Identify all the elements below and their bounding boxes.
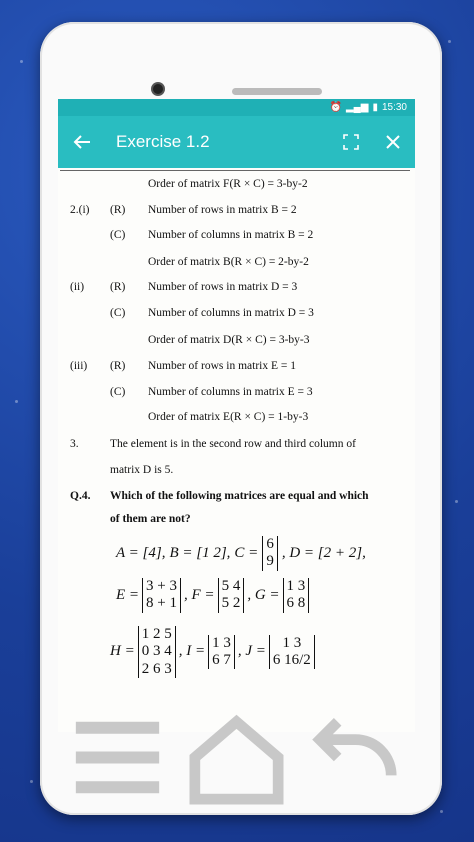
matrix-i: 1 3 6 7 [208,635,235,670]
matrix-g-label: , G = [247,586,280,603]
matrix-c-label: C = [234,544,259,561]
doc-line-tag: (C) [110,307,126,319]
menu-icon[interactable] [58,698,177,817]
equation-row-3 [110,626,315,678]
divider-line [60,170,410,171]
doc-line-tag: (R) [110,360,126,372]
matrix-j: 1 3 6 16/2 [269,635,315,670]
doc-line: of them are not? [110,513,191,525]
matrix-a: A = [4], [116,544,166,561]
app-bar [58,116,415,168]
matrix-f: 5 4 5 2 [218,578,245,613]
document-page [58,168,415,732]
doc-line-number: (ii) [70,281,85,293]
doc-line-number: 3. [70,438,79,450]
doc-line: Number of columns in matrix E = 3 [148,386,313,398]
doc-line: Order of matrix E(R × C) = 1-by-3 [148,411,309,423]
doc-line: matrix D is 5. [110,464,174,476]
doc-line: Number of columns in matrix D = 3 [148,307,314,319]
doc-line: Order of matrix D(R × C) = 3-by-3 [148,334,310,346]
equation-row-1 [116,536,366,571]
doc-line-number: (iii) [70,360,88,372]
back-nav-icon[interactable] [296,698,415,817]
doc-line: Order of matrix B(R × C) = 2-by-2 [148,256,309,268]
screen [58,99,415,732]
doc-line-tag: (C) [110,229,126,241]
doc-line: Order of matrix F(R × C) = 3-by-2 [148,178,308,190]
doc-line: Number of columns in matrix B = 2 [148,229,314,241]
matrix-b: B = [1 2], [169,544,231,561]
signal-icon: ▂▄▆ [345,102,369,113]
alarm-icon: ⏰ [329,102,342,113]
matrix-h: 1 2 5 0 3 4 2 6 3 [138,626,176,678]
doc-line: Number of rows in matrix D = 3 [148,281,298,293]
battery-icon: ▮ [372,102,378,113]
page-title: Exercise 1.2 [116,132,210,151]
matrix-h-label: H = [110,643,135,660]
doc-line-tag: (C) [110,386,126,398]
matrix-i-label: , I = [178,643,206,660]
doc-line: Which of the following matrices are equal and which [110,490,369,502]
doc-line-tag: (R) [110,204,126,216]
navigation-bar [58,735,415,779]
fullscreen-icon[interactable] [341,132,361,152]
doc-line-tag: (R) [110,281,126,293]
status-bar [58,99,415,116]
matrix-d: , D = [2 + 2], [281,544,366,561]
doc-line: The element is in the second row and third column of [110,438,356,450]
matrix-e-label: E = [116,586,140,603]
doc-line-number: 2.(i) [70,204,90,216]
matrix-f-label: , F = [184,586,215,603]
equation-row-2 [116,578,309,613]
close-icon[interactable] [385,134,401,150]
home-icon[interactable] [177,698,296,817]
doc-line-number: Q.4. [70,490,91,502]
status-time: 15:30 [381,102,407,113]
matrix-j-label: , J = [237,643,266,660]
doc-line: Number of rows in matrix E = 1 [148,360,296,372]
doc-line: Number of rows in matrix B = 2 [148,204,297,216]
matrix-g: 1 3 6 8 [283,578,310,613]
front-camera [153,84,163,94]
earpiece-speaker [232,88,322,95]
matrix-e: 3 + 3 8 + 1 [142,578,181,613]
back-arrow-icon[interactable] [70,130,94,154]
matrix-c: 6 9 [262,536,278,571]
